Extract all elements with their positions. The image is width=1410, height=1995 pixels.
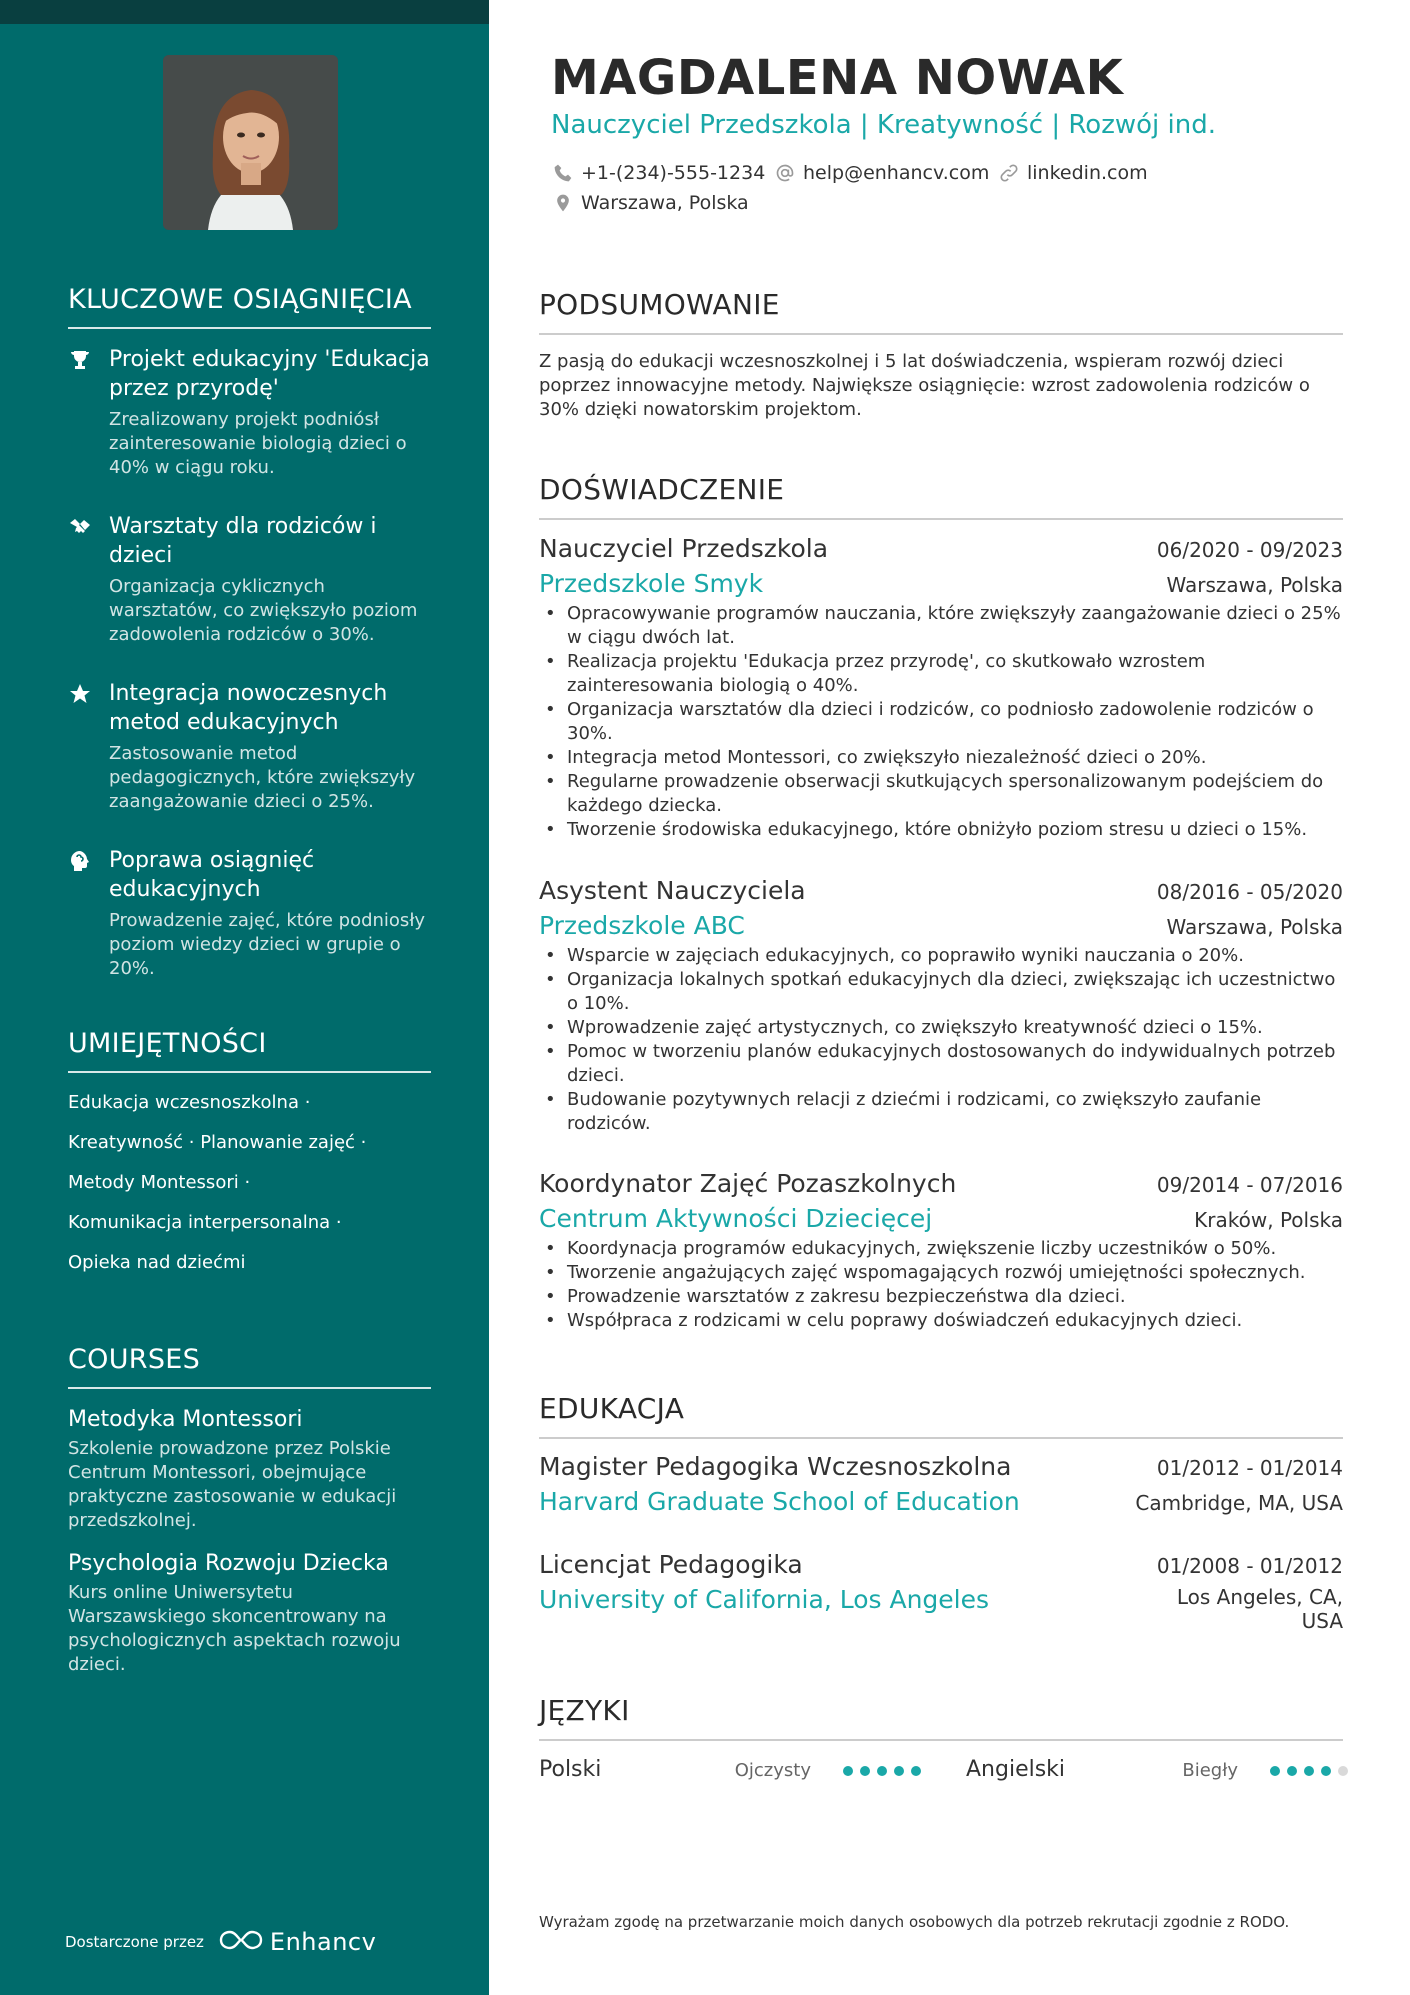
sidebar-top-bar: [0, 0, 489, 24]
language-level: Biegły: [1182, 1760, 1238, 1781]
achievement-title: Integracja nowoczesnych metod edukacyjnych: [109, 681, 388, 735]
rating-dot: [877, 1766, 887, 1776]
achievement-description: Zrealizowany projekt podniósł zainteresowanie biologią dzieci o 40% w ciągu roku.: [109, 409, 407, 478]
brain-icon: [68, 849, 94, 875]
gdpr-consent-note: Wyrażam zgodę na przetwarzanie moich danych osobowych dla potrzeb rekrutacji zgodnie z RODO.: [539, 1913, 1290, 1931]
job-dates: 08/2016 - 05/2020: [1156, 880, 1343, 904]
education-item: [539, 1550, 1343, 1633]
bullet-item: • Opracowywanie programów nauczania, które zwiększyły zaangażowanie dzieci o 25% w ciągu dwóch lat.: [539, 602, 1343, 650]
language-name: Angielski: [966, 1757, 1066, 1782]
profile-photo: [163, 55, 338, 230]
job-location: Warszawa, Polska: [1166, 915, 1343, 939]
skill-item: Kreatywność · Planowanie zajęć ·: [68, 1132, 367, 1153]
course-description: Szkolenie prowadzone przez Polskie Centrum Montessori, obejmujące praktyczne zastosowanie w edukacji przedszkolnej.: [68, 1438, 397, 1531]
course-title: Metodyka Montessori: [68, 1407, 303, 1432]
school-name: University of California, Los Angeles: [539, 1585, 990, 1614]
summary-title: PODSUMOWANIE: [539, 288, 1343, 335]
course-item: [68, 1549, 431, 1677]
achievement-title: Poprawa osiągnięć edukacyjnych: [109, 848, 315, 902]
skills-title: UMIEJĘTNOŚCI: [68, 1028, 431, 1073]
job-company: Przedszkole ABC: [539, 911, 745, 940]
skill-item: Komunikacja interpersonalna ·: [68, 1212, 342, 1233]
languages-title: JĘZYKI: [539, 1694, 1343, 1741]
language-name: Polski: [539, 1757, 602, 1782]
bullet-item: • Wsparcie w zajęciach edukacyjnych, co poprawiło wyniki nauczania o 20%.: [539, 944, 1343, 968]
job-role: Nauczyciel Przedszkola: [539, 534, 829, 563]
courses-title: COURSES: [68, 1344, 431, 1389]
education-item: [539, 1452, 1343, 1516]
rating-dot: [1304, 1766, 1314, 1776]
job-dates: 06/2020 - 09/2023: [1156, 538, 1343, 562]
brand-name: Enhancv: [269, 1928, 377, 1956]
bullet-item: • Pomoc w tworzeniu planów edukacyjnych dostosowanych do indywidualnych potrzeb dzieci.: [539, 1040, 1343, 1088]
languages-list: [539, 1757, 1343, 1787]
degree: Licencjat Pedagogika: [539, 1550, 803, 1579]
experience-title: DOŚWIADCZENIE: [539, 473, 1343, 520]
rating-dot: [1270, 1766, 1280, 1776]
trophy-icon: [68, 348, 94, 374]
location-pin-icon: [553, 193, 573, 213]
bullet-item: • Organizacja lokalnych spotkań edukacyjnych dla dzieci, zwiększając ich uczestnictwo o 10%.: [539, 968, 1343, 1016]
bullet-item: • Budowanie pozytywnych relacji z dziećmi i rodzicami, co zwiększyło zaufanie rodziców.: [539, 1088, 1343, 1136]
contact-linkedin[interactable]: [999, 162, 1148, 184]
star-icon: [68, 682, 94, 708]
bullet-item: • Tworzenie angażujących zajęć wspomagających rozwój umiejętności społecznych.: [539, 1261, 1343, 1285]
job-bullets: [539, 1237, 1343, 1333]
enhancv-logo-icon: [218, 1928, 264, 1956]
achievement-description: Organizacja cyklicznych warsztatów, co zwiększyło poziom zadowolenia rodziców o 30%.: [109, 576, 418, 645]
achievement-item: [68, 345, 431, 480]
achievements-title: KLUCZOWE OSIĄGNIĘCIA: [68, 284, 431, 329]
rating-dot: [894, 1766, 904, 1776]
linkedin-text: linkedin.com: [1027, 162, 1148, 184]
bullet-item: • Integracja metod Montessori, co zwiększyło niezależność dzieci o 20%.: [539, 746, 1343, 770]
course-item: [68, 1405, 431, 1533]
skill-item: Opieka nad dziećmi: [68, 1252, 246, 1273]
job-role: Koordynator Zajęć Pozaszkolnych: [539, 1169, 957, 1198]
experience-item: [539, 876, 1343, 1136]
phone-text: +1-(234)-555-1234: [581, 162, 766, 184]
achievement-title: Warsztaty dla rodziców i dzieci: [109, 514, 377, 568]
course-description: Kurs online Uniwersytetu Warszawskiego skoncentrowany na psychologicznych aspektach rozwoju dzieci.: [68, 1582, 401, 1675]
skill-item: Metody Montessori ·: [68, 1172, 251, 1193]
language-rating: [1270, 1766, 1348, 1776]
rating-dot: [1338, 1766, 1348, 1776]
rating-dot: [843, 1766, 853, 1776]
job-company: Centrum Aktywności Dziecięcej: [539, 1204, 933, 1233]
at-icon: [775, 163, 795, 183]
contact-location: [553, 192, 749, 214]
location-text: Warszawa, Polska: [581, 192, 749, 214]
job-location: Kraków, Polska: [1194, 1208, 1343, 1232]
email-text: help@enhancv.com: [803, 162, 990, 184]
rating-dot: [1287, 1766, 1297, 1776]
achievement-item: [68, 512, 431, 647]
bullet-item: • Organizacja warsztatów dla dzieci i rodziców, co podniosło zadowolenie rodziców o 30%.: [539, 698, 1343, 746]
powered-by-label: Dostarczone przez: [65, 1933, 204, 1951]
headline: Nauczyciel Przedszkola | Kreatywność | Rozwój ind.: [551, 110, 1216, 140]
job-location: Warszawa, Polska: [1166, 573, 1343, 597]
achievement-title: Projekt edukacyjny 'Edukacja przez przyrodę': [109, 347, 430, 401]
contact-email[interactable]: [775, 162, 989, 184]
experience-item: [539, 1169, 1343, 1333]
courses-section: [68, 1344, 431, 1677]
education-dates: 01/2012 - 01/2014: [1156, 1456, 1343, 1480]
job-company: Przedszkole Smyk: [539, 569, 764, 598]
achievement-item: [68, 679, 431, 814]
education-dates: 01/2008 - 01/2012: [1156, 1554, 1343, 1578]
bullet-item: • Współpraca z rodzicami w celu poprawy doświadczeń edukacyjnych dzieci.: [539, 1309, 1343, 1333]
school-name: Harvard Graduate School of Education: [539, 1487, 1020, 1516]
handshake-icon: [68, 515, 94, 541]
education-title: EDUKACJA: [539, 1392, 1343, 1439]
contact-phone: [553, 162, 765, 184]
skills-section: [68, 1028, 431, 1275]
bullet-item: • Tworzenie środowiska edukacyjnego, które obniżyło poziom stresu u dzieci o 15%.: [539, 818, 1343, 842]
job-bullets: [539, 944, 1343, 1136]
skill-item: Edukacja wczesnoszkolna ·: [68, 1092, 311, 1113]
candidate-name: MAGDALENA NOWAK: [551, 50, 1124, 106]
experience-item: [539, 534, 1343, 842]
rating-dot: [860, 1766, 870, 1776]
summary-text: Z pasją do edukacji wczesnoszkolnej i 5 lat doświadczenia, wspieram rozwój dzieci poprzez innowacyjne metody. Największe osiągnięcie: wzrost zadowolenia rodziców o 30% dzięki nowatorskim projektom.: [539, 351, 1310, 420]
bullet-item: • Realizacja projektu 'Edukacja przez przyrodę', co skutkowało wzrostem zainteresowania biologią o 40%.: [539, 650, 1343, 698]
phone-icon: [553, 163, 573, 183]
achievement-item: [68, 846, 431, 981]
powered-by: [65, 1928, 376, 1956]
link-icon: [999, 163, 1019, 183]
sidebar: [0, 0, 489, 1995]
achievement-description: Prowadzenie zajęć, które podniosły poziom wiedzy dzieci w grupie o 20%.: [109, 910, 426, 979]
job-role: Asystent Nauczyciela: [539, 876, 806, 905]
course-title: Psychologia Rozwoju Dziecka: [68, 1551, 389, 1576]
bullet-item: • Koordynacja programów edukacyjnych, zwiększenie liczby uczestników o 50%.: [539, 1237, 1343, 1261]
language-rating: [843, 1766, 921, 1776]
school-location: Los Angeles, CA, USA: [1176, 1585, 1343, 1633]
bullet-item: • Wprowadzenie zajęć artystycznych, co zwiększyło kreatywność dzieci o 15%.: [539, 1016, 1343, 1040]
job-dates: 09/2014 - 07/2016: [1156, 1173, 1343, 1197]
achievements-section: [68, 284, 431, 981]
rating-dot: [911, 1766, 921, 1776]
achievement-description: Zastosowanie metod pedagogicznych, które zwiększyły zaangażowanie dzieci o 25%.: [109, 743, 416, 812]
school-location: Cambridge, MA, USA: [1135, 1491, 1343, 1515]
bullet-item: • Regularne prowadzenie obserwacji skutkujących spersonalizowanym podejściem do każdego dziecka.: [539, 770, 1343, 818]
job-bullets: [539, 602, 1343, 842]
bullet-item: • Prowadzenie warsztatów z zakresu bezpieczeństwa dla dzieci.: [539, 1285, 1343, 1309]
rating-dot: [1321, 1766, 1331, 1776]
degree: Magister Pedagogika Wczesnoszkolna: [539, 1452, 1012, 1481]
language-level: Ojczysty: [734, 1760, 811, 1781]
